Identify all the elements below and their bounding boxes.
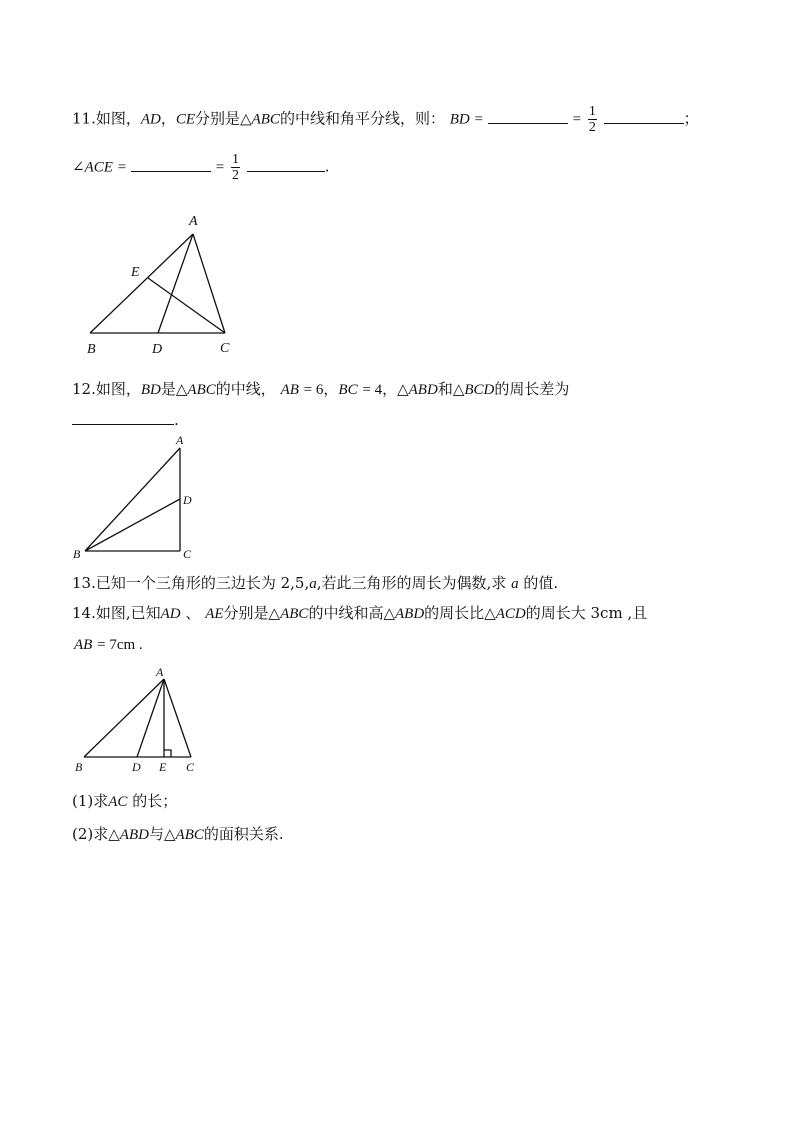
q11-tri: △ bbox=[240, 109, 252, 128]
q14-text2: 的中线和高 bbox=[308, 604, 384, 622]
q14-sub1-suffix: 的长； bbox=[132, 792, 178, 810]
q13-prefix: 13.已知一个三角形的三边长为 2,5, bbox=[72, 574, 310, 592]
q14-ad: AD bbox=[160, 606, 181, 622]
q11-ad: AD bbox=[140, 111, 161, 128]
q12-fig-label-c: C bbox=[183, 547, 192, 561]
q11-text2: 的中线和角平分线，则： bbox=[279, 109, 445, 128]
q14-prefix: 14.如图,已知 bbox=[72, 604, 161, 622]
q12-fig-label-a: A bbox=[176, 433, 184, 447]
q12-bc-val: = 4 bbox=[362, 382, 383, 398]
q12-and: 和 bbox=[437, 380, 453, 398]
q13-a: a bbox=[309, 576, 317, 592]
q11-frac2-den: 2 bbox=[231, 168, 239, 183]
q12-text1: 是 bbox=[160, 380, 176, 398]
q11-eq1: = bbox=[474, 111, 483, 128]
q14-sep: 、 bbox=[185, 604, 201, 622]
q12-abc: ABC bbox=[187, 382, 216, 398]
q12-end: . bbox=[174, 411, 179, 429]
q13-line bbox=[72, 571, 558, 596]
q11-frac1-den: 2 bbox=[588, 120, 596, 135]
q14-fig-side-ac bbox=[164, 679, 191, 757]
q14-sub2-mid: 与 bbox=[148, 825, 164, 843]
q14-sub2-tri1: △ bbox=[108, 825, 120, 843]
q14-sub2-prefix: (2)求 bbox=[72, 825, 109, 843]
q13-a2: a bbox=[511, 576, 519, 592]
q11-blank3[interactable] bbox=[131, 159, 211, 172]
q12-bd: BD bbox=[140, 382, 161, 398]
q14-fig-label-a: A bbox=[156, 665, 164, 679]
q11-end2: . bbox=[324, 157, 330, 176]
q11-blank1[interactable] bbox=[488, 111, 568, 124]
figure-q12-triangle bbox=[70, 430, 200, 565]
q12-abd: ABD bbox=[408, 382, 438, 398]
q14-sub1-prefix: (1)求 bbox=[72, 792, 109, 810]
q14-ab: AB bbox=[74, 637, 93, 653]
q12-fig-median-bd bbox=[85, 499, 180, 551]
q12-prefix: 12.如图， bbox=[72, 380, 141, 398]
q13-text1: ,若此三角形的周长为偶数,求 bbox=[316, 574, 507, 592]
q14-line2 bbox=[74, 632, 143, 657]
q14-fig-label-b: B bbox=[75, 760, 83, 774]
q12-fig-side-ab bbox=[85, 448, 180, 551]
q14-tri1: △ bbox=[268, 604, 281, 622]
q14-sub1-ac: AC bbox=[108, 794, 128, 810]
q12-sep2: ， bbox=[382, 380, 398, 398]
q11-eq2: = bbox=[572, 111, 582, 128]
q12-fig-label-b: B bbox=[73, 547, 81, 561]
q13-text2: 的值. bbox=[523, 574, 559, 592]
q11-fig-side-ac bbox=[193, 234, 225, 333]
q14-fig-side-ab bbox=[84, 679, 164, 757]
q11-fig-label-e: E bbox=[131, 265, 140, 280]
q11-fig-side-ab bbox=[90, 234, 193, 333]
figure-q14-triangle bbox=[70, 664, 210, 776]
q14-abd: ABD bbox=[395, 606, 425, 622]
q14-sub2 bbox=[72, 822, 284, 847]
q14-tri2: △ bbox=[383, 604, 395, 622]
q14-sub2-suffix: 的面积关系. bbox=[203, 825, 284, 843]
q14-fig-right-angle-mark bbox=[164, 750, 171, 757]
q11-fig-label-b: B bbox=[87, 342, 96, 357]
q14-sub1 bbox=[72, 789, 177, 814]
q11-ace: ACE bbox=[84, 159, 113, 176]
q11-blank2[interactable] bbox=[604, 111, 684, 124]
q14-text4: 的周长大 3cm ,且 bbox=[525, 604, 648, 622]
q11-frac2-num: 1 bbox=[231, 152, 239, 167]
q14-text1: 分别是 bbox=[223, 604, 269, 622]
q11-eq3: = bbox=[117, 159, 127, 176]
q12-text2: 的中线， bbox=[215, 380, 276, 398]
q11-ce: CE bbox=[175, 111, 196, 128]
q14-ae: AE bbox=[205, 606, 224, 622]
q12-tri1: △ bbox=[175, 380, 188, 398]
q11-fig-label-a: A bbox=[189, 214, 198, 229]
q12-bcd: BCD bbox=[464, 382, 495, 398]
q11-abc: ABC bbox=[251, 111, 280, 128]
q14-abc: ABC bbox=[280, 606, 309, 622]
q14-sub2-abd: ABD bbox=[119, 827, 149, 843]
q12-sep: ， bbox=[323, 380, 339, 398]
q11-fig-label-d: D bbox=[152, 342, 163, 357]
figure-q11-triangle bbox=[80, 205, 250, 365]
q11-end1: ； bbox=[683, 109, 699, 128]
q12-fig-label-d: D bbox=[183, 493, 192, 507]
q11-bd: BD bbox=[449, 111, 470, 128]
q14-sub2-abc: ABC bbox=[175, 827, 204, 843]
q12-tri3: △ bbox=[452, 380, 465, 398]
q12-blank[interactable] bbox=[72, 412, 174, 425]
q12-ab-val: = 6 bbox=[303, 382, 324, 398]
q11-text1: 分别是 bbox=[195, 109, 241, 128]
q14-acd: ACD bbox=[495, 606, 526, 622]
q14-tri3: △ bbox=[484, 604, 496, 622]
q11-fraction2 bbox=[231, 152, 240, 183]
q11-blank4[interactable] bbox=[247, 159, 325, 172]
q11-line1 bbox=[72, 104, 699, 135]
q12-text3: 的周长差为 bbox=[494, 380, 570, 398]
q11-fig-bisector-ce bbox=[148, 278, 225, 333]
q11-fig-label-c: C bbox=[220, 341, 230, 356]
q11-fig-median-ad bbox=[158, 234, 193, 333]
q12-ab: AB bbox=[280, 382, 299, 398]
q12-tri2: △ bbox=[397, 380, 409, 398]
q11-fraction1 bbox=[588, 104, 597, 135]
q11-sep: ， bbox=[160, 109, 176, 128]
q14-fig-median-ad bbox=[137, 679, 164, 757]
q11-frac1-num: 1 bbox=[588, 104, 596, 119]
q11-angle: ∠ bbox=[72, 159, 85, 176]
q12-bc: BC bbox=[338, 382, 358, 398]
q14-line1 bbox=[72, 601, 647, 626]
q11-line2 bbox=[72, 152, 330, 183]
q11-eq4: = bbox=[215, 159, 225, 176]
q14-fig-label-d: D bbox=[132, 760, 141, 774]
q12-line1 bbox=[72, 377, 569, 402]
q12-line2 bbox=[72, 410, 179, 430]
q14-sub2-tri2: △ bbox=[163, 825, 176, 843]
q14-fig-label-c: C bbox=[186, 760, 195, 774]
q14-fig-label-e: E bbox=[159, 760, 167, 774]
q14-text3: 的周长比 bbox=[424, 604, 485, 622]
q11-prefix: 11.如图， bbox=[72, 109, 141, 128]
q14-ab-val: = 7cm . bbox=[97, 637, 143, 653]
